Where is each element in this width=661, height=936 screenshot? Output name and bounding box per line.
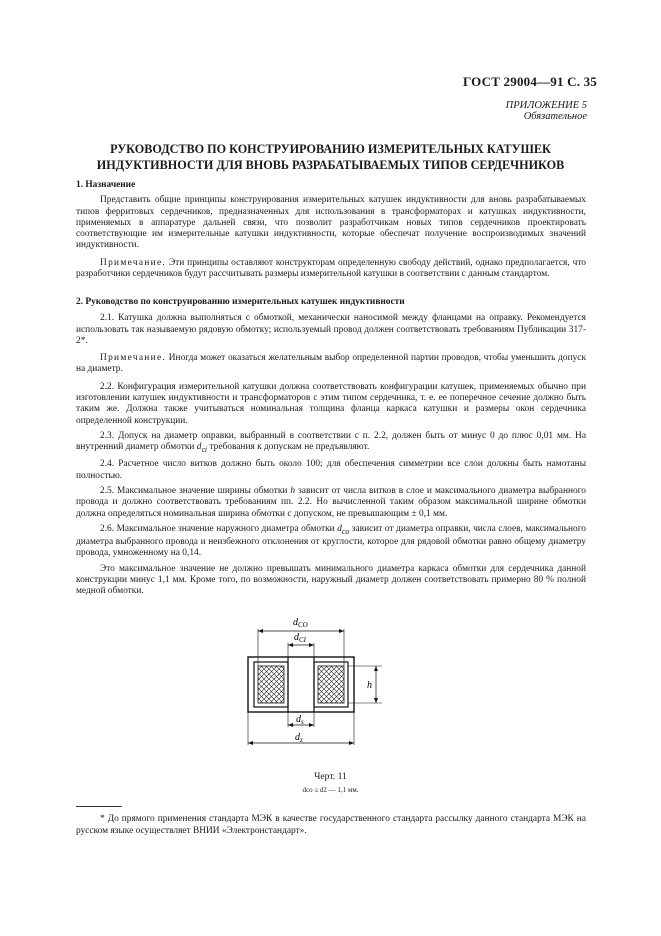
section-heading: 1. Назначение bbox=[76, 180, 136, 190]
section-heading: 2. Руководство по конструированию измерительных катушек индуктивности bbox=[76, 297, 405, 307]
left-winding bbox=[258, 666, 284, 703]
paragraph: 2.3. Допуск на диаметр оправки, выбранный в соответствии с п. 2.2, должен быть от минус 0 до плюс 0,01 мм. На внутренний диаметр обмотки $d_{ci}$ требования к допускам не предъявляют. bbox=[76, 430, 586, 455]
paragraph: 2.4. Расчетное число витков должно быть около 100; для обеспечения симметрии все слои должны быть намотаны полностью. bbox=[76, 459, 586, 481]
note-label: Примечание. bbox=[100, 257, 167, 268]
paragraph: 2.2. Конфигурация измерительной катушки должна соответствовать конфигурации катушек, применяемых обычно при изготовлении катушек индуктивности и трансформаторов с этим типом сердечника, т. е. ее поперечное сечение должно быть таким же. Должна также учитываться номинальная толщина фланца каркаса катушки и размеры окон сердечника определенной конструкции. bbox=[76, 381, 586, 426]
right-winding bbox=[318, 666, 344, 703]
section-2 bbox=[76, 297, 586, 598]
label-ds: $d_s$ bbox=[296, 714, 304, 726]
title-line-1: РУКОВОДСТВО ПО КОНСТРУИРОВАНИЮ ИЗМЕРИТЕЛЬНЫХ КАТУШЕК bbox=[110, 142, 551, 156]
appendix-block bbox=[506, 100, 587, 122]
footnote-rule bbox=[76, 806, 122, 807]
label-dz: $d_z$ bbox=[295, 732, 303, 744]
section-1 bbox=[76, 180, 586, 280]
document-title bbox=[60, 141, 601, 173]
figure-formula: dco ≤ d2 — 1,1 мм. bbox=[302, 786, 359, 794]
note-paragraph bbox=[76, 353, 586, 376]
label-dco: $d_{CO}$ bbox=[293, 617, 308, 629]
paragraph: 2.5. Максимальное значение ширины обмотки h зависит от числа витков в слое и максимального диаметра выбранного провода и должно соответствовать требованиям пп. 2.2. Но вычисленной таким образом максимальной ширине обмотки должна определяться номинальная ширина обмотки с допуском, не превышающим ± 0,1 мм. bbox=[76, 486, 586, 519]
paragraph: Это максимальное значение не должно превышать минимального диаметра каркаса обмотки для сердечника данной конструкции минус 1,1 мм. Кроме того, по возможности, наружный диаметр должен соответствовать примерно 80 % полной медной обмотки. bbox=[76, 563, 586, 597]
page-header: ГОСТ 29004—91 С. 35 bbox=[463, 74, 597, 89]
note-label: Примечание. bbox=[100, 353, 167, 364]
label-h: h bbox=[367, 680, 372, 691]
paragraph: Представить общие принципы конструирования измерительных катушек индуктивности для вновь разрабатываемых типов ферритовых сердечников, предназначенных для использования в трансформаторах и катушках индуктивности, применяемых в аппаратуре дальней связи, что позволит разработчикам новых типов сердечников проектировать соответствующие им измерительные катушки индуктивности, которые обеспечат получение воспроизводимых значений индуктивности. bbox=[76, 195, 586, 251]
note-text: Эти принципы оставляют конструкторам определенную свободу действий, однако предполагается, что разработчики сердечников будут рассчитывать размеры измерительной катушки в соответствии с данным стандартом. bbox=[76, 257, 586, 280]
appendix-label: ПРИЛОЖЕНИЕ 5 bbox=[505, 100, 587, 111]
figure-caption: Черт. 11 bbox=[314, 771, 347, 782]
paragraph: 2.6. Максимальное значение наружного диаметра обмотки $d_{co}$ зависит от диаметра оправки, числа слоев, максимального диаметра выбранного провода и неизбежного отклонения от круглости, которое для рядовой обмотки равно общему диаметру провода, умноженному на 0,14. bbox=[76, 523, 586, 559]
coil-cross-section-diagram bbox=[234, 609, 404, 759]
appendix-status: Обязательное bbox=[523, 111, 587, 122]
paragraph: 2.1. Катушка должна выполняться с обмоткой, механически наносимой между фланцами на оправку. Рекомендуется использовать так называемую рядовую обмотку; используемый провод должен соответствовать требованиям Публикации 317-2*. bbox=[76, 313, 586, 346]
title-line-2: ИНДУКТИВНОСТИ ДЛЯ ВНОВЬ РАЗРАБАТЫВАЕМЫХ ТИПОВ СЕРДЕЧНИКОВ bbox=[96, 158, 565, 172]
note-paragraph bbox=[76, 258, 586, 281]
label-dci: $d_{CI}$ bbox=[294, 632, 306, 644]
note-text: Иногда может оказаться желательным выбор определенной партии проводов, чтобы уменьшить допуск на диаметр. bbox=[76, 353, 586, 375]
footnote: * До прямого применения стандарта МЭК в качестве государственного стандарта рассылку данного стандарта МЭК на русском языке осуществляет ВНИИ «Электронстандарт». bbox=[76, 814, 586, 836]
